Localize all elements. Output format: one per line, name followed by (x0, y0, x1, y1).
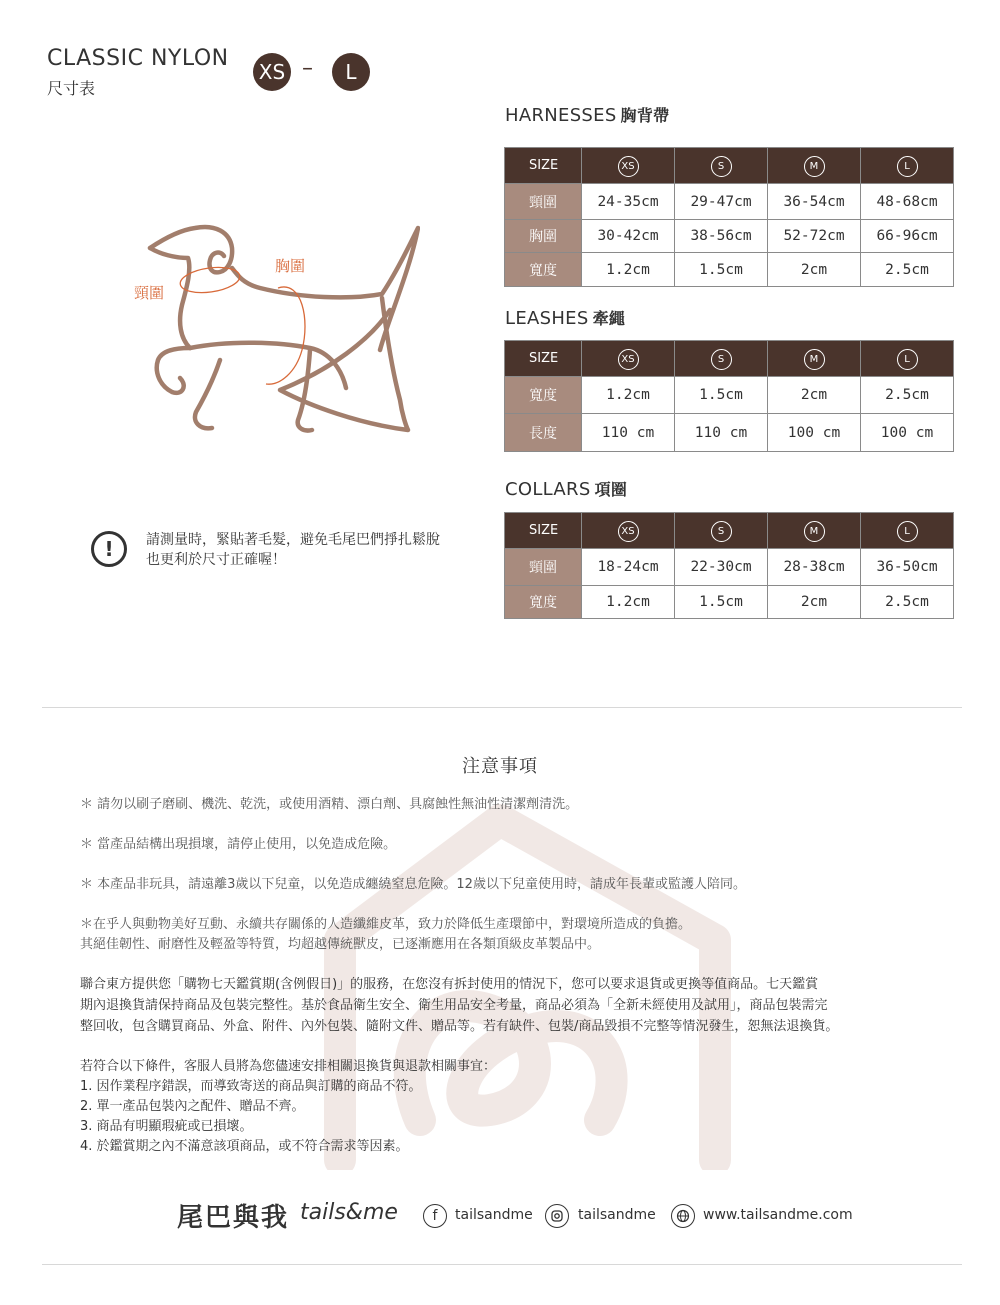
table-row (505, 414, 954, 452)
facebook-icon[interactable]: f (423, 1204, 447, 1228)
notes-title: 注意事項 (462, 756, 538, 777)
tip-line-2: 也更利於尺寸正確喔！ (146, 552, 286, 568)
size-header: SIZE (505, 513, 582, 549)
size-col-l: L (861, 341, 954, 377)
table-cell: 2cm (768, 377, 861, 414)
harnesses-size-table (504, 147, 954, 287)
note-item: ＊在乎人與動物美好互動、永續共存關係的人造纖維皮革，致力於降低生產環節中，對環境所造成的負擔。 (80, 917, 692, 932)
table-cell: 66-96cm (861, 220, 954, 253)
size-range-from-badge: XS (253, 53, 291, 91)
instagram-handle[interactable]: tailsandme (578, 1207, 656, 1223)
leashes-size-table (504, 340, 954, 452)
harnesses-heading (505, 103, 669, 126)
table-row (505, 377, 954, 414)
table-cell: 2cm (768, 586, 861, 619)
table-cell: 110 cm (582, 414, 675, 452)
table-row (505, 220, 954, 253)
return-policy-line: 聯合東方提供您「購物七天鑑賞期(含例假日)」的服務，在您沒有拆封使用的情況下，您可以要求退貨或更換等值商品。七天鑑賞 (80, 977, 819, 992)
size-col-xs: XS (582, 341, 675, 377)
harnesses-title-zh: 胸背帶 (620, 106, 670, 125)
size-header: SIZE (505, 341, 582, 377)
table-header-row (505, 341, 954, 377)
table-cell: 2.5cm (861, 586, 954, 619)
table-cell: 1.5cm (675, 377, 768, 414)
row-label: 寬度 (505, 586, 582, 619)
size-col-m: M (768, 513, 861, 549)
table-cell: 22-30cm (675, 549, 768, 586)
row-label: 胸圍 (505, 220, 582, 253)
return-policy-line: 整回收，包含購買商品、外盒、附件、內外包裝、隨附文件、贈品等。若有缺件、包裝/商品毀損不完整等情況發生，恕無法退換貨。 (80, 1019, 839, 1034)
condition-item: 2. 單一產品包裝內之配件、贈品不齊。 (80, 1099, 305, 1114)
table-cell: 1.2cm (582, 253, 675, 287)
table-cell: 18-24cm (582, 549, 675, 586)
size-col-xs: XS (582, 513, 675, 549)
size-col-xs: XS (582, 148, 675, 184)
size-col-m: M (768, 341, 861, 377)
section-divider (42, 707, 962, 708)
neck-label: 頸圍 (134, 284, 165, 302)
table-cell: 36-50cm (861, 549, 954, 586)
page-subtitle: 尺寸表 (47, 79, 96, 98)
size-col-l: L (861, 148, 954, 184)
table-cell: 100 cm (768, 414, 861, 452)
table-header-row (505, 513, 954, 549)
collars-title-zh: 項圈 (594, 480, 628, 499)
table-row (505, 586, 954, 619)
table-cell: 30-42cm (582, 220, 675, 253)
chest-label: 胸圍 (275, 257, 306, 275)
table-cell: 2cm (768, 253, 861, 287)
brand-name-en: tails&me (300, 1200, 398, 1225)
note-item: ＊ 當產品結構出現損壞，請停止使用，以免造成危險。 (80, 837, 397, 852)
size-col-m: M (768, 148, 861, 184)
leashes-title-en: LEASHES (505, 308, 589, 329)
brand-name-zh: 尾巴與我 (177, 1203, 290, 1233)
table-cell: 52-72cm (768, 220, 861, 253)
note-item: ＊ 本產品非玩具，請遠離3歲以下兒童，以免造成纏繞窒息危險。12歲以下兒童使用時，請成年長輩或監護人陪同。 (80, 877, 746, 892)
collars-title-en: COLLARS (505, 479, 591, 500)
size-range-to-badge: L (332, 53, 370, 91)
size-col-l: L (861, 513, 954, 549)
table-cell: 28-38cm (768, 549, 861, 586)
table-cell: 110 cm (675, 414, 768, 452)
website-link[interactable]: www.tailsandme.com (703, 1207, 853, 1223)
table-cell: 1.2cm (582, 377, 675, 414)
leashes-heading (505, 306, 625, 329)
table-cell: 2.5cm (861, 377, 954, 414)
facebook-handle[interactable]: tailsandme (455, 1207, 533, 1223)
table-cell: 48-68cm (861, 184, 954, 220)
row-label: 寬度 (505, 253, 582, 287)
instagram-icon[interactable] (545, 1204, 569, 1228)
exclamation-icon: ! (91, 531, 127, 567)
dog-measurement-illustration (120, 210, 420, 440)
table-row (505, 253, 954, 287)
chest-measure-guide (266, 287, 305, 384)
size-col-s: S (675, 148, 768, 184)
note-item: 其絕佳韌性、耐磨性及輕盈等特質，均超越傳統獸皮，已逐漸應用在各類頂級皮革製品中。 (80, 937, 601, 952)
table-row (505, 184, 954, 220)
row-label: 寬度 (505, 377, 582, 414)
table-cell: 1.5cm (675, 586, 768, 619)
globe-icon[interactable] (671, 1204, 695, 1228)
table-cell: 38-56cm (675, 220, 768, 253)
table-row (505, 549, 954, 586)
tip-line-1: 請測量時，緊貼著毛髮，避免毛尾巴們掙扎鬆脫 (146, 532, 440, 548)
table-cell: 36-54cm (768, 184, 861, 220)
size-col-s: S (675, 341, 768, 377)
condition-item: 4. 於鑑賞期之內不滿意該項商品，或不符合需求等因素。 (80, 1139, 409, 1154)
footer-divider (42, 1264, 962, 1265)
table-cell: 29-47cm (675, 184, 768, 220)
table-cell: 24-35cm (582, 184, 675, 220)
leashes-title-zh: 牽繩 (592, 309, 626, 328)
table-cell: 1.5cm (675, 253, 768, 287)
table-cell: 2.5cm (861, 253, 954, 287)
collars-heading (505, 477, 627, 500)
table-header-row (505, 148, 954, 184)
table-cell: 100 cm (861, 414, 954, 452)
row-label: 頸圍 (505, 549, 582, 586)
harnesses-title-en: HARNESSES (505, 105, 617, 126)
condition-item: 1. 因作業程序錯誤，而導致寄送的商品與訂購的商品不符。 (80, 1079, 422, 1094)
note-item: ＊ 請勿以刷子磨刷、機洗、乾洗，或使用酒精、漂白劑、具腐蝕性無油性清潔劑清洗。 (80, 797, 579, 812)
collars-size-table (504, 512, 954, 619)
row-label: 長度 (505, 414, 582, 452)
row-label: 頸圍 (505, 184, 582, 220)
size-range-separator: – (302, 56, 313, 81)
conditions-intro: 若符合以下條件，客服人員將為您儘速安排相關退換貨與退款相關事宜： (80, 1059, 497, 1074)
return-policy-line: 期內退換貨請保持商品及包裝完整性。基於食品衛生安全、衛生用品安全考量，商品必須為「全新未經使用及試用」，商品包裝需完 (80, 998, 828, 1013)
table-cell: 1.2cm (582, 586, 675, 619)
size-header: SIZE (505, 148, 582, 184)
page-title: CLASSIC NYLON (47, 46, 229, 71)
size-col-s: S (675, 513, 768, 549)
condition-item: 3. 商品有明顯瑕疵或已損壞。 (80, 1119, 253, 1134)
